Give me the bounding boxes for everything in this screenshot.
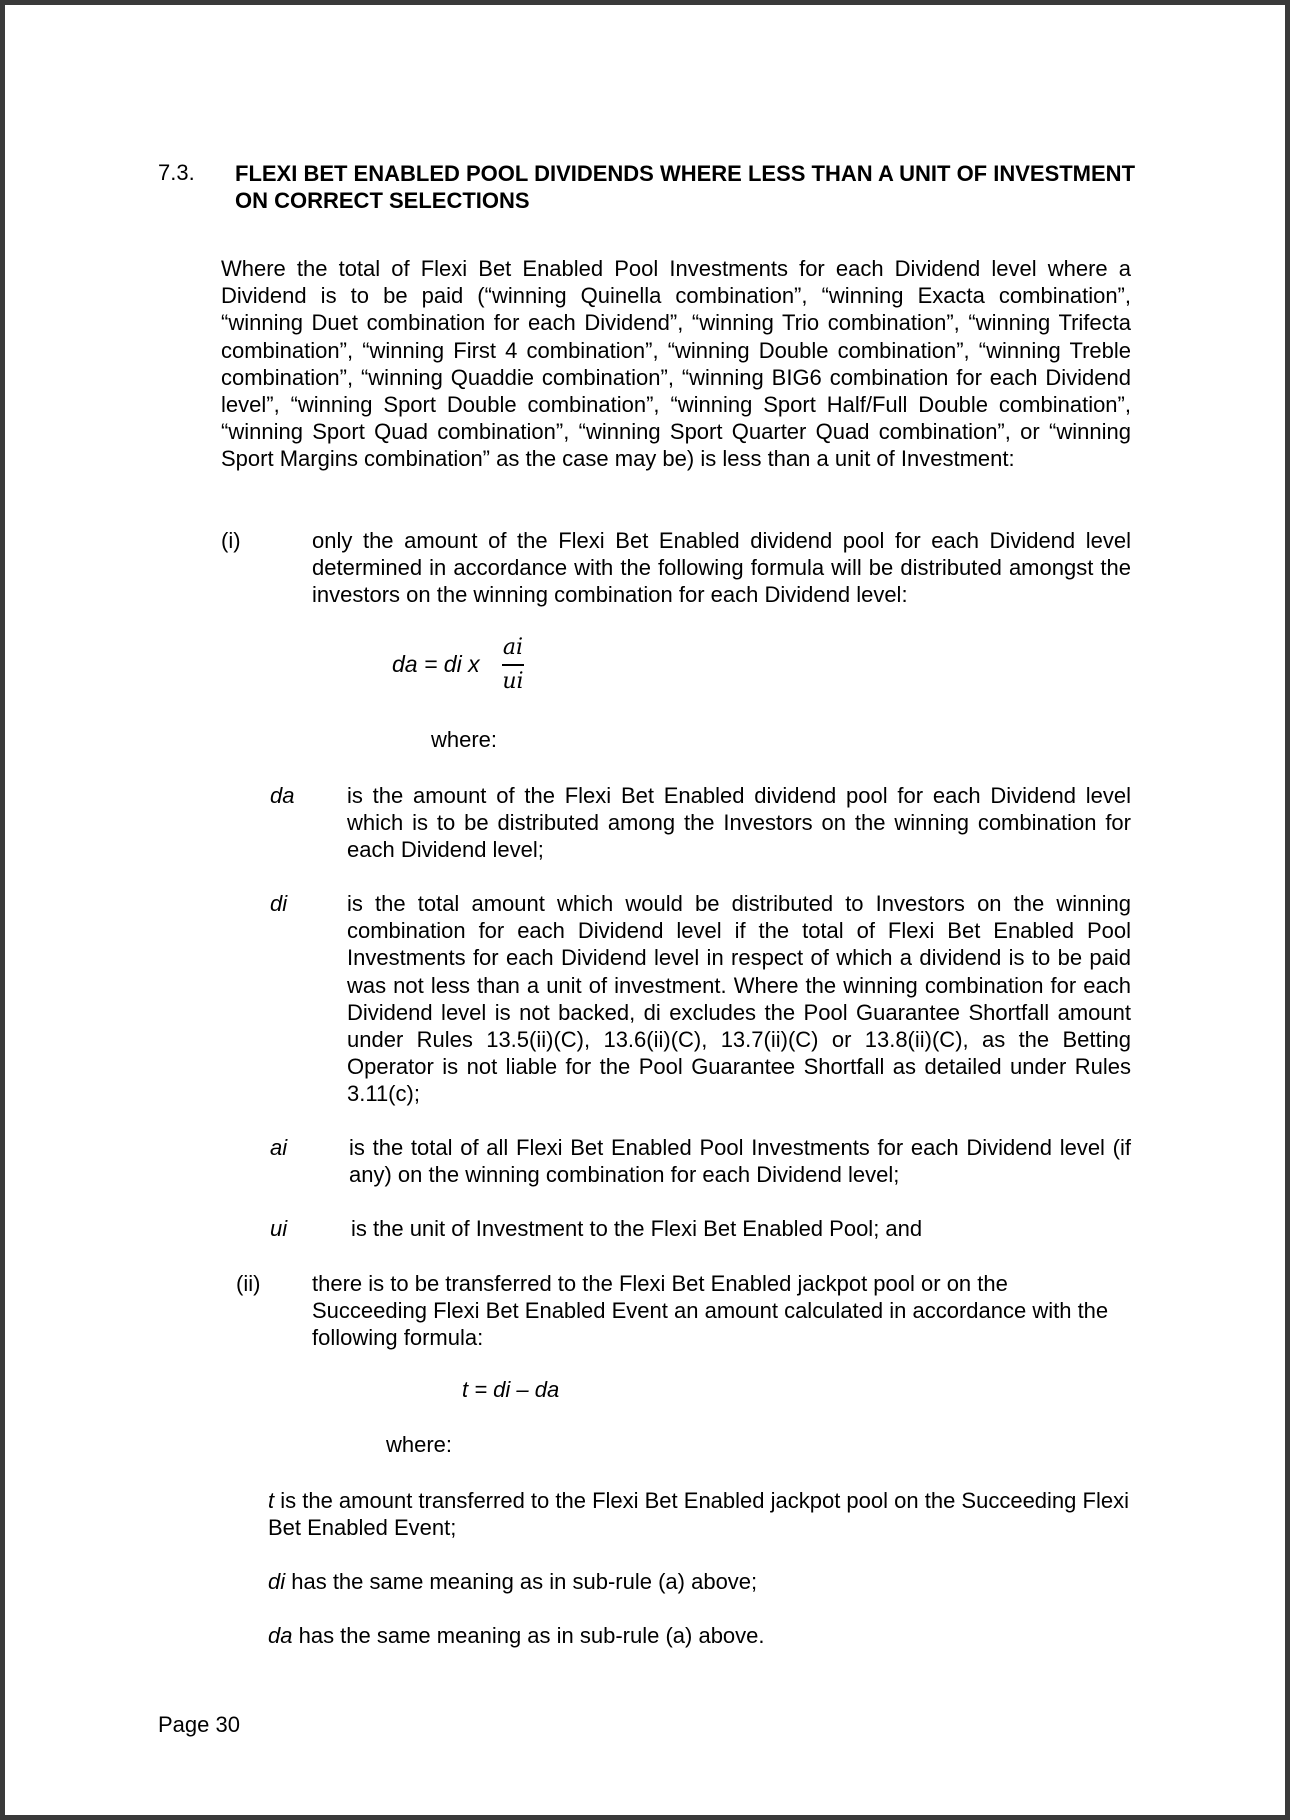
- page-number: Page 30: [158, 1712, 240, 1737]
- definition-text-di: is the total amount which would be distributed to Investors on the winning combination for each Dividend level if the total of Flexi Bet Enabled Pool Investments for each Dividend level in respect of which a dividend is to be paid was not less than a unit of investment. Where the winning combination for each Dividend level is not backed, di excludes the Pool Guarantee Shortfall amount under Rules 13.5(ii)(C), 13.6(ii)(C), 13.7(ii)(C) or 13.8(ii)(C), as the Betting Operator is not liable for the Pool Guarantee Shortfall as detailed under Rules 3.11(c);: [347, 891, 1131, 1107]
- definition-da-2: [268, 1622, 1131, 1649]
- definition-t: [268, 1487, 1131, 1541]
- where-label-2: where:: [386, 1432, 453, 1457]
- item-ii-marker: (ii): [236, 1271, 261, 1296]
- formula-t: t = di – da: [462, 1377, 560, 1402]
- definition-term-ui: ui: [270, 1216, 288, 1241]
- fraction-bar: [502, 664, 524, 666]
- item-i-marker: (i): [221, 528, 241, 553]
- definition-text-da-2: has the same meaning as in sub-rule (a) above.: [292, 1623, 765, 1648]
- definition-term-di-2: di: [268, 1569, 286, 1594]
- intro-paragraph: Where the total of Flexi Bet Enabled Pool Investments for each Dividend level where a Dividend is to be paid (“winning Quinella combination”, “winning Exacta combination”, “winning Duet combination for each Dividend”, “winning Trio combination”, “winning Trifecta combination”, “winning First 4 combination”, “winning Double combination”, “winning Treble combination”, “winning Quaddie combination”, “winning BIG6 combination for each Dividend level”, “winning Sport Double combination”, “winning Sport Half/Full Double combination”, “winning Sport Quad combination”, “winning Sport Quarter Quad combination”, or “winning Sport Margins combination” as the case may be) is less than a unit of Investment:: [221, 256, 1131, 472]
- item-ii-text: there is to be transferred to the Flexi Bet Enabled jackpot pool or on the Succeeding Flexi Bet Enabled Event an amount calculated in accordance with the following formula:: [312, 1271, 1109, 1351]
- definition-text-da: is the amount of the Flexi Bet Enabled dividend pool for each Dividend level which is to be distributed among the Investors on the winning combination for each Dividend level;: [347, 783, 1131, 863]
- definition-term-ai: ai: [270, 1135, 288, 1160]
- definition-di-2: [268, 1568, 1131, 1595]
- definition-term-da-2: da: [268, 1623, 293, 1648]
- formula-denominator: ui: [502, 669, 524, 694]
- definition-text-di-2: has the same meaning as in sub-rule (a) above;: [285, 1569, 758, 1594]
- definition-text-ai: is the total of all Flexi Bet Enabled Pool Investments for each Dividend level (if any) on the winning combination for each Dividend level;: [349, 1135, 1131, 1188]
- where-label-1: where:: [431, 727, 498, 752]
- section-number: 7.3.: [158, 160, 195, 185]
- formula-da-lhs: da = di x: [392, 651, 480, 677]
- definition-term-da: da: [270, 783, 295, 808]
- section-title: FLEXI BET ENABLED POOL DIVIDENDS WHERE LESS THAN A UNIT OF INVESTMENT ON CORRECT SELECTIONS: [235, 161, 1136, 213]
- definition-term-di: di: [270, 891, 288, 916]
- definition-term-t: t: [268, 1488, 275, 1513]
- item-i-text: only the amount of the Flexi Bet Enabled dividend pool for each Dividend level determined in accordance with the following formula will be distributed amongst the investors on the winning combination for each Dividend level:: [312, 528, 1131, 608]
- formula-fraction: [498, 634, 528, 696]
- definition-text-t: is the amount transferred to the Flexi Bet Enabled jackpot pool on the Succeeding Flexi Bet Enabled Event;: [268, 1488, 1129, 1541]
- definition-text-ui: is the unit of Investment to the Flexi Bet Enabled Pool; and: [351, 1216, 923, 1241]
- formula-numerator: ai: [502, 635, 524, 660]
